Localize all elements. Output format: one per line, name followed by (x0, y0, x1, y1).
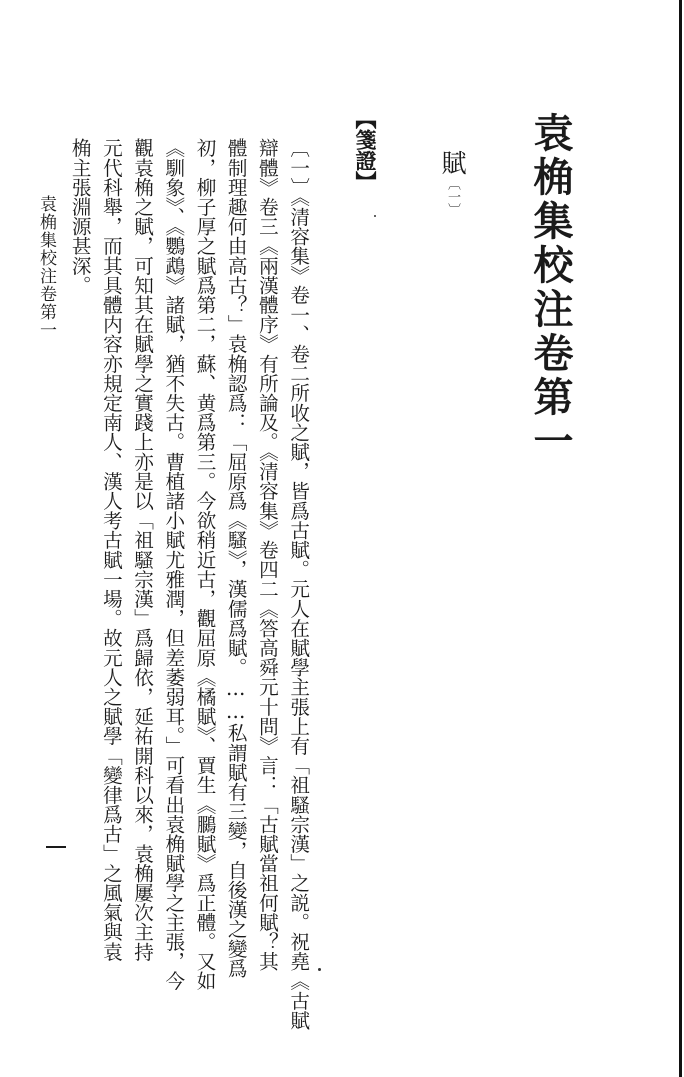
commentary-line: 〔一〕《清容集》卷一、卷二所收之賦，皆爲古賦。元人在賦學主張上有「祖騷宗漢」之説。祝堯《古賦 (286, 138, 310, 1030)
note-marker: 〔一〕 (445, 177, 460, 216)
page-number (46, 846, 66, 848)
commentary-line: 初，柳子厚之賦爲第二，蘇、黄爲第三。今欲稍近古，觀屈原《橘賦》、賈生《鵩賦》爲正體。又如 (193, 138, 217, 991)
running-head: 袁桷集校注卷第一 (36, 195, 56, 339)
commentary-label: 【箋證】 (353, 108, 378, 192)
commentary-line: 體制理趣何由高古？」袁桷認爲：「屈原爲《騷》，漢儒爲賦。……私謂賦有三變，自後漢之變爲 (224, 138, 248, 978)
scan-speck (318, 968, 321, 971)
commentary-line: 桷主張淵源甚深。 (68, 138, 92, 295)
commentary-line: 元代科舉，而其具體内容亦規定南人、漢人考古賦一場。故元人之賦學「變律爲古」之風氣與袁 (99, 138, 123, 962)
scan-speck (374, 215, 376, 217)
section-heading (438, 150, 466, 216)
book-title: 袁桷集校注卷第一 (527, 112, 574, 464)
commentary-line: 辯體》卷三《兩漢體序》有所論及。《清容集》卷四二《答高舜元十問》言：「古賦當祖何賦？其 (255, 138, 279, 971)
page-edge-line (679, 0, 682, 1077)
commentary-line: 觀袁桷之賦，可知其在賦學之實踐上亦是以「祖騷宗漢」爲歸依，延祐開科以來，袁桷屢次主持 (130, 138, 154, 962)
commentary-body (64, 138, 314, 1030)
section-title-text: 賦 (438, 150, 467, 177)
commentary-line: 《馴象》、《鸚鵡》諸賦，猶不失古。曹植諸小賦尤雅潤，但差萎弱耳。」可看出袁桷賦學之主張，今 (161, 138, 185, 991)
